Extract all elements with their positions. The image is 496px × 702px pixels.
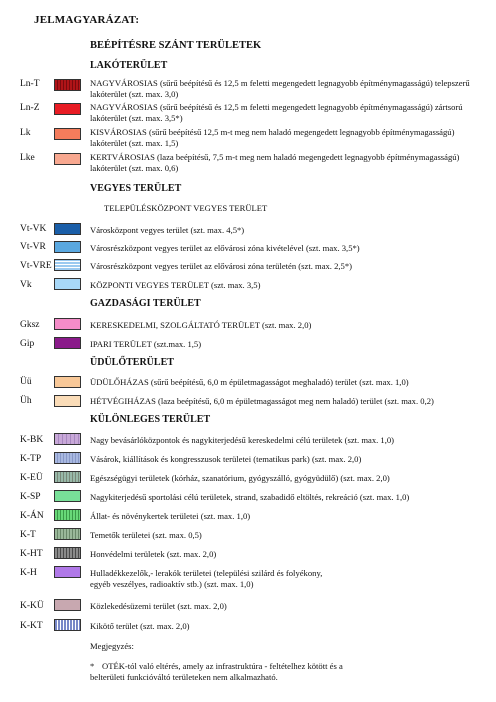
legend-code: K-HT (20, 549, 43, 559)
legend-swatch (54, 128, 81, 140)
legend-text: NAGYVÁROSIAS (sűrű beépítésű és 12,5 m feletti megengedett legnagyobb építménymagasságú) telepszerű lakóterület (szt. max. 3,0) (90, 78, 470, 99)
legend-swatch (54, 528, 81, 540)
legend-code: Üü (20, 377, 32, 387)
legend-code: K-TP (20, 454, 42, 464)
section-gazdasagi: GAZDASÁGI TERÜLET (90, 298, 201, 309)
legend-swatch (54, 471, 81, 483)
legend-code: Ln-T (20, 79, 40, 89)
legend-text: ÜDÜLŐHÁZAS (sűrű beépítésű, 6,0 m épületmagasságot meghaladó) terület (szt. max. 1,0) (90, 377, 409, 387)
legend-swatch (54, 318, 81, 330)
legend-code: Gip (20, 339, 35, 349)
legend-text: Egészségügyi területek (kórház, szanatórium, gyógyszálló, gyógyüdülő) (szt. max. 2,0) (90, 473, 390, 483)
legend-swatch (54, 103, 81, 115)
legend-code: Vt-VRE (20, 261, 52, 271)
legend-code: Vt-VK (20, 224, 47, 234)
legend-swatch (54, 259, 81, 271)
legend-text: Közlekedésüzemi terület (szt. max. 2,0) (90, 601, 227, 611)
legend-text: KISVÁROSIAS (sűrű beépítésű 12,5 m-t meg nem haladó megengedett legnagyobb építménymagasságú) lakóterület (szt. max. 1,5) (90, 127, 455, 148)
legend-code: K-BK (20, 435, 44, 445)
legend-swatch (54, 566, 81, 578)
legend-code: Ln-Z (20, 103, 40, 113)
legend-code: K-KÜ (20, 601, 44, 611)
legend-text: HÉTVÉGIHÁZAS (laza beépítésű, 6,0 m épületmagasságot meg nem haladó) terület (szt. max. 0,2) (90, 396, 434, 406)
legend-swatch (54, 619, 81, 631)
legend-swatch (54, 79, 81, 91)
legend-code: K-ÁN (20, 511, 44, 521)
legend-swatch (54, 278, 81, 290)
legend-code: Lk (20, 128, 31, 138)
section-lakoterulet: LAKÓTERÜLET (90, 60, 168, 71)
legend-code: K-EÜ (20, 473, 43, 483)
section-vegyes: VEGYES TERÜLET (90, 183, 182, 194)
note-star: * (90, 661, 95, 671)
legend-text: Kikötő terület (szt. max. 2,0) (90, 621, 190, 631)
legend-swatch (54, 547, 81, 559)
legend-code: K-KT (20, 621, 43, 631)
legend-code: Lke (20, 153, 35, 163)
legend-text: Városközpont vegyes terület (szt. max. 4,5*) (90, 225, 245, 235)
legend-swatch (54, 599, 81, 611)
legend-text: Nagy bevásárlóközpontok és nagykiterjedésű kereskedelmi célú területek (szt. max. 1,0) (90, 435, 395, 445)
section-udulo: ÜDÜLŐTERÜLET (90, 357, 174, 368)
legend-swatch (54, 376, 81, 388)
legend-text: Honvédelmi területek (szt. max. 2,0) (90, 549, 217, 559)
legend-text: Városrészközpont vegyes terület az elővárosi zóna területén (szt. max. 2,5*) (90, 261, 353, 271)
legend-code: Vk (20, 280, 32, 290)
section-vegyes-sub: TELEPÜLÉSKÖZPONT VEGYES TERÜLET (104, 203, 268, 213)
legend-code: K-T (20, 530, 36, 540)
legend-text: Temetők területei (szt. max. 0,5) (90, 530, 202, 540)
legend-title: JELMAGYARÁZAT: (34, 14, 140, 26)
legend-swatch (54, 395, 81, 407)
legend-code: K-SP (20, 492, 41, 502)
legend-text: Hulladékkezelők,- lerakók területei (települési szilárd és folyékony, egyéb veszélyes, radioaktív stb.) (szt. max. 1,0) (90, 568, 323, 589)
legend-code: Gksz (20, 320, 40, 330)
legend-text: NAGYVÁROSIAS (sűrű beépítésű és 12,5 m feletti megengedett legnagyobb építménymagasságú) zártsorú lakóterület (szt. max. 3,5*) (90, 102, 463, 123)
legend-swatch (54, 452, 81, 464)
note-text: OTÉK-tól való eltérés, amely az infrastruktúra - feltételhez kötött és a belterületi funkcióváltó területeken nem alkalmazható. (90, 661, 343, 682)
legend-swatch (54, 337, 81, 349)
legend-text: Állat- és növénykertek területei (szt. max. 1,0) (90, 511, 251, 521)
legend-text: KERESKEDELMI, SZOLGÁLTATÓ TERÜLET (szt. max. 2,0) (90, 320, 312, 330)
legend-text: Nagykiterjedésű sportolási célú területek, strand, szabadidő eltöltés, rekreáció (szt. max. 1,0) (90, 492, 410, 502)
section-kulonleges: KÜLÖNLEGES TERÜLET (90, 414, 211, 425)
legend-text: Városrészközpont vegyes terület az elővárosi zóna kivételével (szt. max. 3,5*) (90, 243, 360, 253)
legend-swatch (54, 153, 81, 165)
legend-swatch (54, 241, 81, 253)
note (90, 661, 350, 683)
legend-swatch (54, 433, 81, 445)
main-heading: BEÉPÍTÉSRE SZÁNT TERÜLETEK (90, 40, 262, 51)
legend-text: Vásárok, kiállítások és kongresszusok területei (tematikus park) (szt. max. 2,0) (90, 454, 362, 464)
legend-code: Vt-VR (20, 242, 46, 252)
legend-swatch (54, 223, 81, 235)
legend-code: K-H (20, 568, 37, 578)
legend-text: KÖZPONTI VEGYES TERÜLET (szt. max. 3,5) (90, 280, 261, 290)
legend-text: KERTVÁROSIAS (laza beépítésű, 7,5 m-t meg nem haladó megengedett legnagyobb építménymagasságú) lakóterület (szt. max. 0,6) (90, 152, 460, 173)
legend-text: IPARI TERÜLET (szt.max. 1,5) (90, 339, 202, 349)
note-title: Megjegyzés: (90, 641, 134, 651)
legend-swatch (54, 509, 81, 521)
legend-code: Üh (20, 396, 32, 406)
legend-swatch (54, 490, 81, 502)
